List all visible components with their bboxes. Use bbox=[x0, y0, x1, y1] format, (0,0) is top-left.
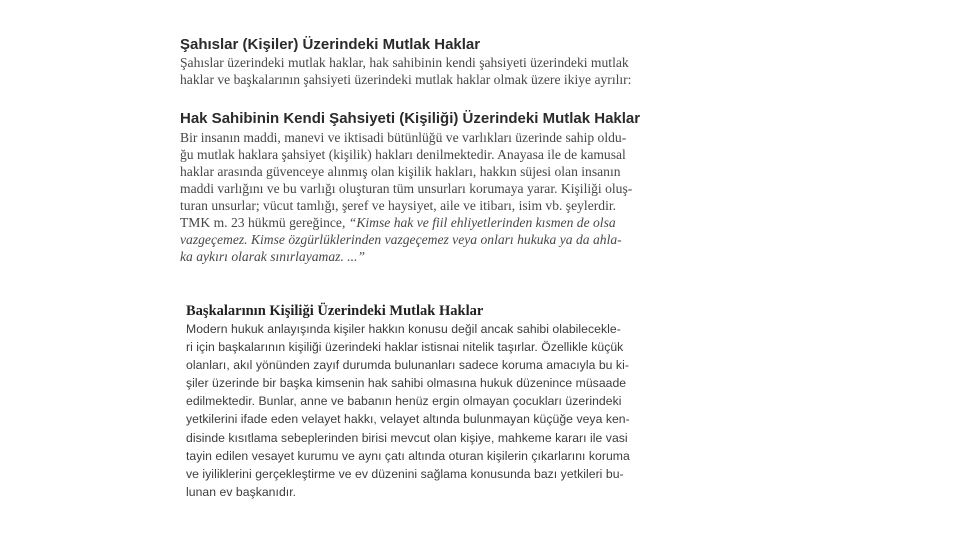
paragraph-line: Şahıslar üzerindeki mutlak haklar, hak sahibinin kendi şahsiyeti üzerindeki mutlak bbox=[180, 55, 629, 70]
quote-line: ka aykırı olarak sınırlayamaz. ...” bbox=[180, 249, 366, 264]
paragraph-line: ğu mutlak haklara şahsiyet (kişilik) hakları denilmektedir. Anayasa ile de kamusal bbox=[180, 147, 626, 162]
paragraph-line: edilmektedir. Bunlar, anne ve babanın henüz ergin olmayan çocukları üzerindeki bbox=[186, 394, 622, 409]
tmk-prefix: TMK m. 23 hükmü gereğince, bbox=[180, 215, 349, 230]
paragraph-line: olanları, akıl yönünden zayıf durumda bulunanları sadece koruma amacıyla bu ki- bbox=[186, 358, 629, 373]
paragraph-line: ri için başkalarının kişiliği üzerindeki haklar istisnai nitelik taşırlar. Özellikle küçük bbox=[186, 340, 624, 355]
paragraph-line-tmk bbox=[180, 214, 640, 231]
paragraph-line: yetkilerini ifade eden velayet hakkı, velayet altında bulunmayan küçüğe veya ken- bbox=[186, 412, 630, 427]
section-own-personality-rights bbox=[180, 110, 640, 265]
paragraph-line: tayin edilen vesayet kurumu ve aynı çatı altında oturan kişilerin çıkarlarını koruma bbox=[186, 448, 630, 463]
paragraph-line: maddi varlığını ve bu varlığı oluşturan tüm unsurları korumaya yarar. Kişiliği oluş- bbox=[180, 181, 633, 196]
paragraph-line: Bir insanın maddi, manevi ve iktisadi bütünlüğü ve varlıkları üzerinde sahip oldu- bbox=[180, 130, 627, 145]
section-others-personality-rights bbox=[186, 302, 630, 501]
quote-line: vazgeçemez. Kimse özgürlüklerinden vazgeçemez veya onları hukuka ya da ahla- bbox=[180, 232, 622, 247]
paragraph-line: turan unsurlar; vücut tamlığı, şeref ve haysiyet, aile ve itibarı, isim vb. şeylerdir. bbox=[180, 198, 617, 213]
paragraph-line: haklar arasında güvenceye alınmış olan kişilik hakları, hakkın süjesi olan insanın bbox=[180, 164, 621, 179]
section-heading: Şahıslar (Kişiler) Üzerindeki Mutlak Haklar bbox=[180, 36, 481, 53]
paragraph-line: Modern hukuk anlayışında kişiler hakkın konusu değil ancak sahibi olabilecekle- bbox=[186, 322, 621, 336]
paragraph-line: lunan ev başkanıdır. bbox=[186, 484, 297, 499]
paragraph-line: haklar ve başkalarının şahsiyeti üzerindeki mutlak haklar olmak üzere ikiye ayrılır: bbox=[180, 72, 632, 87]
section-persons-absolute-rights bbox=[180, 36, 631, 88]
section-heading: Başkalarının Kişiliği Üzerindeki Mutlak Haklar bbox=[186, 303, 484, 319]
tmk-quote: “Kimse hak ve fiil ehliyetlerinden kısmen de olsa bbox=[348, 215, 616, 230]
paragraph-line: ve iyiliklerini gerçekleştirme ve ev düzenini sağlama konusunda bazı yetkileri bu- bbox=[186, 466, 624, 481]
section-heading: Hak Sahibinin Kendi Şahsiyeti (Kişiliği) Üzerindeki Mutlak Haklar bbox=[180, 110, 641, 127]
paragraph-line: disinde kısıtlama sebeplerinden birisi mevcut olan kişiye, mahkeme kararı ile vasi bbox=[186, 430, 628, 445]
paragraph-line: şiler üzerinde bir başka kimsenin hak sahibi olmasına hukuk düzenince müsaade bbox=[186, 376, 627, 391]
